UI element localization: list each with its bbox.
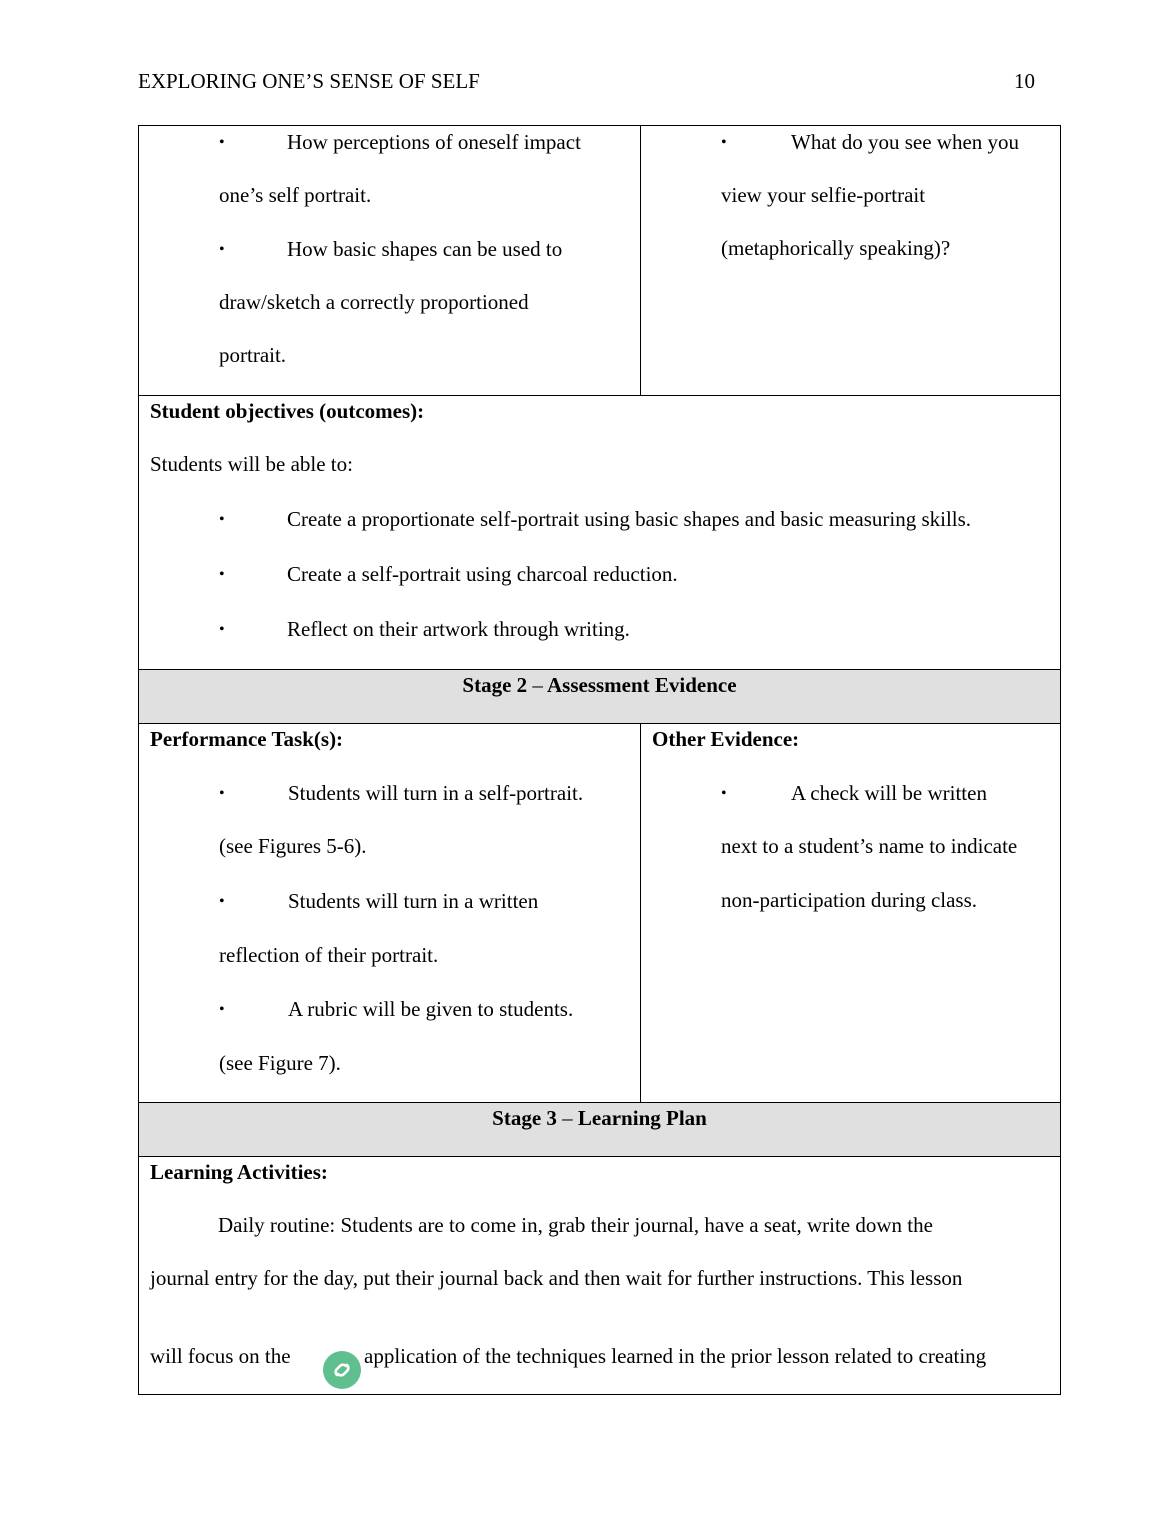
understandings-row	[138, 125, 1061, 395]
column-divider	[640, 724, 641, 1102]
understanding-1-line2: one’s self portrait.	[219, 183, 372, 207]
stage-3-label: Stage 3	[492, 1106, 557, 1130]
bullet: •	[219, 621, 225, 638]
other-1-line2: next to a student’s name to indicate	[721, 834, 1018, 858]
stage-3-dash: –	[562, 1106, 573, 1130]
bullet: •	[219, 893, 225, 910]
performance-3-line1: A rubric will be given to students.	[288, 997, 574, 1021]
question-1-line2: view your selfie-portrait	[721, 183, 926, 207]
stage-2-heading	[139, 673, 1060, 697]
stage-2-title: Assessment Evidence	[547, 673, 737, 697]
stage-3-heading-row	[138, 1102, 1061, 1156]
other-1-line1: A check will be written	[791, 781, 987, 805]
stage-2-heading-row	[138, 669, 1061, 723]
performance-3-line2: (see Figure 7).	[219, 1051, 341, 1075]
performance-2-line2: reflection of their portrait.	[219, 943, 439, 967]
stage-2-dash: –	[532, 673, 543, 697]
running-head-title: EXPLORING ONE’S SENSE OF SELF	[138, 69, 480, 93]
performance-heading: Performance Task(s):	[150, 727, 344, 751]
understanding-2-line3: portrait.	[219, 343, 287, 367]
performance-1-line1: Students will turn in a self-portrait.	[288, 781, 584, 805]
evidence-row	[138, 723, 1061, 1102]
other-evidence-heading: Other Evidence:	[652, 727, 800, 751]
understanding-2-line2: draw/sketch a correctly proportioned	[219, 290, 529, 314]
learning-activities-row	[138, 1156, 1061, 1395]
link-icon	[323, 1351, 361, 1389]
bullet: •	[721, 785, 727, 802]
learning-line3-end: application of the techniques learned in the prior lesson related to creating	[364, 1344, 987, 1368]
link-icon-glyph	[330, 1358, 354, 1382]
learning-line2: journal entry for the day, put their journal back and then wait for further instructions. This lesson	[150, 1266, 963, 1290]
stage-2-label: Stage 2	[462, 673, 528, 697]
page-number: 10	[1014, 69, 1035, 93]
objective-item: Reflect on their artwork through writing.	[287, 617, 630, 641]
bullet: •	[219, 241, 225, 258]
bullet: •	[219, 511, 225, 528]
bullet: •	[219, 134, 225, 151]
other-1-line3: non-participation during class.	[721, 888, 978, 912]
objectives-heading: Student objectives (outcomes):	[150, 399, 425, 423]
understanding-2-line1: How basic shapes can be used to	[287, 237, 563, 261]
objective-item: Create a self-portrait using charcoal reduction.	[287, 562, 678, 586]
column-divider	[640, 126, 641, 395]
bullet: •	[721, 134, 727, 151]
learning-line3-start: will focus on the	[150, 1344, 291, 1368]
bullet: •	[219, 785, 225, 802]
question-1-line1: What do you see when you	[791, 130, 1020, 154]
performance-2-line1: Students will turn in a written	[288, 889, 539, 913]
objectives-intro: Students will be able to:	[150, 452, 353, 476]
stage-3-heading	[139, 1106, 1060, 1130]
performance-1-line2: (see Figures 5-6).	[219, 834, 367, 858]
bullet: •	[219, 1001, 225, 1018]
lesson-plan-table	[138, 125, 1061, 1395]
objective-item: Create a proportionate self-portrait using basic shapes and basic measuring skills.	[287, 507, 972, 531]
understanding-1-line1: How perceptions of oneself impact	[287, 130, 581, 154]
question-1-line3: (metaphorically speaking)?	[721, 236, 951, 260]
learning-heading: Learning Activities:	[150, 1160, 328, 1184]
bullet: •	[219, 566, 225, 583]
objectives-row	[138, 395, 1061, 669]
learning-line1: Daily routine: Students are to come in, grab their journal, have a seat, write down the	[218, 1213, 933, 1237]
stage-3-title: Learning Plan	[577, 1106, 707, 1130]
